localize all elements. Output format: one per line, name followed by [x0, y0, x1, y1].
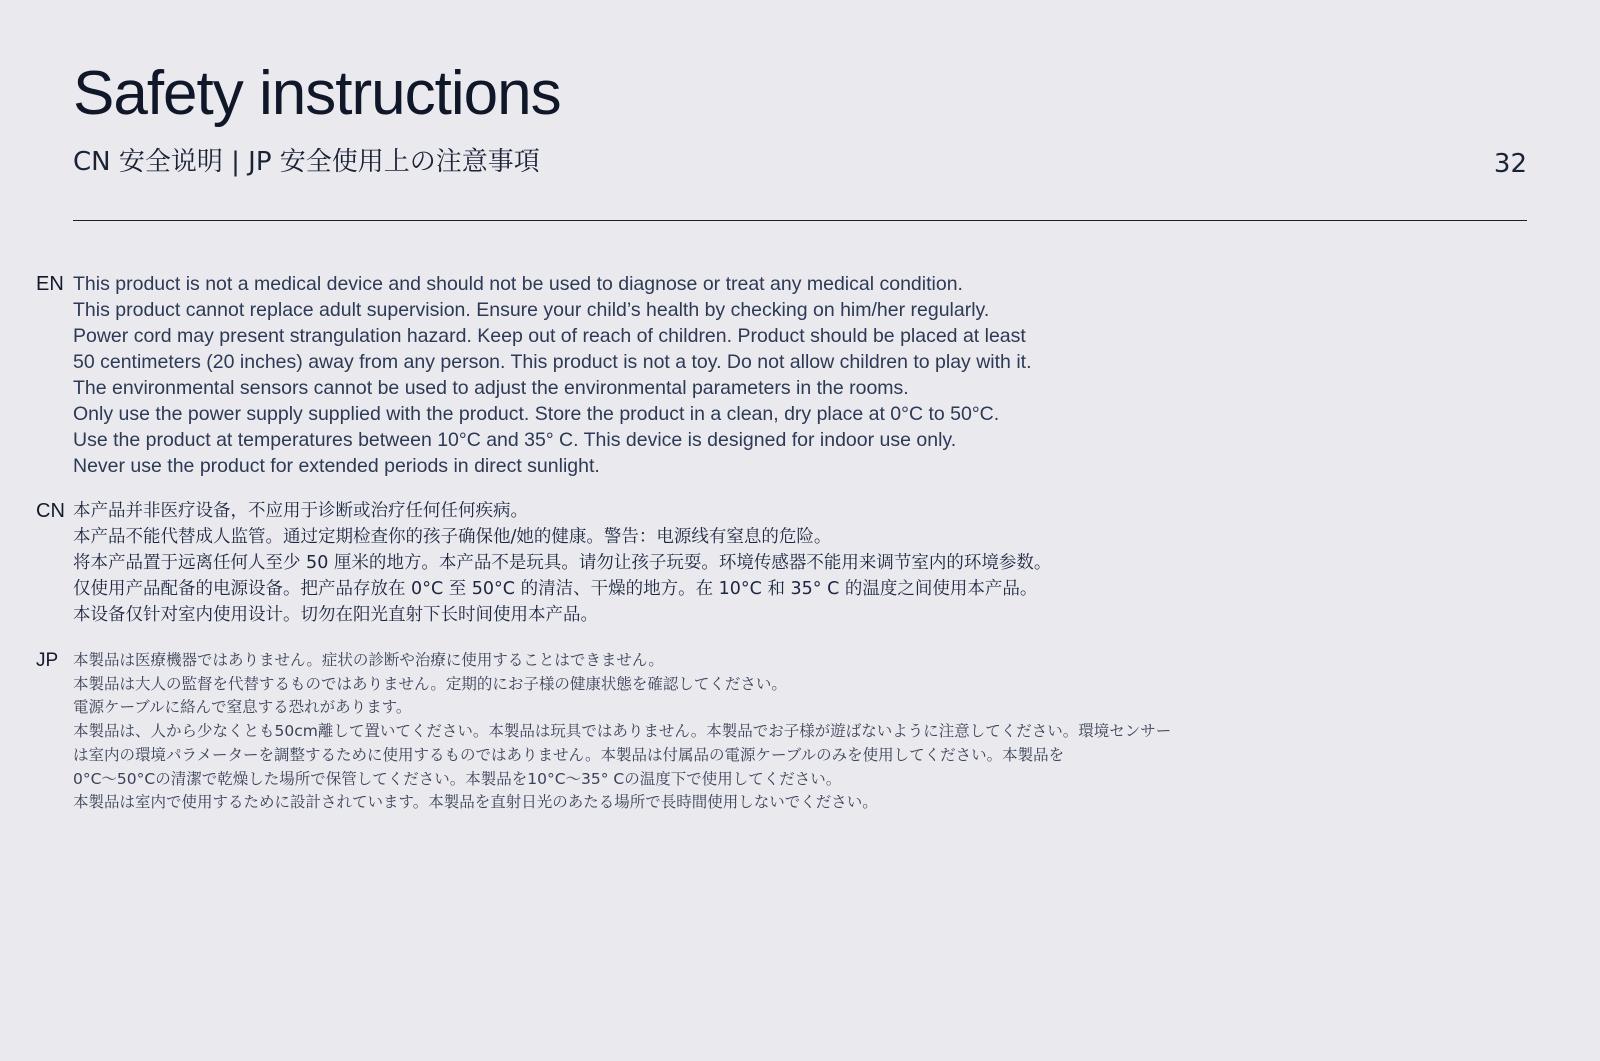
- section-en: [36, 271, 1236, 479]
- text-line: Power cord may present strangulation hazard. Keep out of reach of children. Product should be placed at least: [73, 325, 1026, 347]
- page-number: 32: [1493, 149, 1527, 179]
- text-line: 仅使用产品配备的电源设备。把产品存放在 0°C 至 50°C 的清洁、干燥的地方。在 10°C 和 35° C 的温度之间使用本产品。: [73, 579, 1038, 599]
- text-line: 本产品并非医疗设备，不应用于诊断或治疗任何任何疾病。: [73, 501, 528, 521]
- text-line: 電源ケーブルに絡んで窒息する恐れがあります。: [73, 698, 412, 717]
- text-line: 50 centimeters (20 inches) away from any person. This product is not a toy. Do not allow children to play with it.: [73, 351, 1032, 373]
- text-line: Only use the power supply supplied with the product. Store the product in a clean, dry place at 0°C to 50°C.: [73, 403, 1000, 425]
- text-line: This product cannot replace adult supervision. Ensure your child’s health by checking on him/her regularly.: [73, 299, 990, 321]
- text-line: Never use the product for extended periods in direct sunlight.: [73, 455, 600, 477]
- text-line: Use the product at temperatures between 10°C and 35° C. This device is designed for indoor use only.: [73, 429, 957, 451]
- text-line: 本製品は室内で使用するために設計されています。本製品を直射日光のあたる場所で長時間使用しないでください。: [73, 793, 878, 812]
- text-line: は室内の環境パラメーターを調整するために使用するものではありません。本製品は付属品の電源ケーブルのみを使用してください。本製品を: [73, 745, 1065, 764]
- text-line: 本产品不能代替成人监管。通过定期检查你的孩子确保他/她的健康。警告：电源线有窒息的危险。: [73, 527, 832, 547]
- text-line: 本製品は、人から少なくとも50cm離して置いてください。本製品は玩具ではありません。本製品でお子様が遊ばないように注意してください。環境センサー: [73, 722, 1172, 741]
- header-divider: [73, 220, 1527, 221]
- section-cn: [36, 498, 1236, 628]
- text-line: 将本产品置于远离任何人至少 50 厘米的地方。本产品不是玩具。请勿让孩子玩耍。环境传感器不能用来调节室内的环境参数。: [73, 553, 1052, 573]
- safety-text-jp: [73, 649, 1236, 815]
- text-line: 0°C〜50°Cの清潔で乾燥した場所で保管してください。本製品を10°C〜35° Cの温度下で使用してください。: [73, 769, 842, 788]
- text-line: 本製品は医療機器ではありません。症状の診断や治療に使用することはできません。: [73, 651, 664, 669]
- section-jp: [36, 649, 1236, 815]
- text-line: 本製品は大人の監督を代替するものではありません。定期的にお子様の健康状態を確認してください。: [73, 674, 787, 693]
- page-subtitle: CN 安全说明 | JP 安全使用上の注意事項: [73, 147, 540, 177]
- text-line: The environmental sensors cannot be used to adjust the environmental parameters in the rooms.: [73, 377, 909, 399]
- safety-text-cn: [73, 498, 1236, 628]
- language-code-en: EN: [36, 273, 64, 295]
- text-line: 本设备仅针对室内使用设计。切勿在阳光直射下长时间使用本产品。: [73, 605, 598, 625]
- language-code-jp: JP: [36, 650, 59, 671]
- safety-text-en: [73, 271, 1236, 479]
- page-title: Safety instructions: [73, 59, 561, 128]
- text-line: This product is not a medical device and should not be used to diagnose or treat any medical condition.: [73, 273, 963, 295]
- language-code-cn: CN: [36, 500, 65, 522]
